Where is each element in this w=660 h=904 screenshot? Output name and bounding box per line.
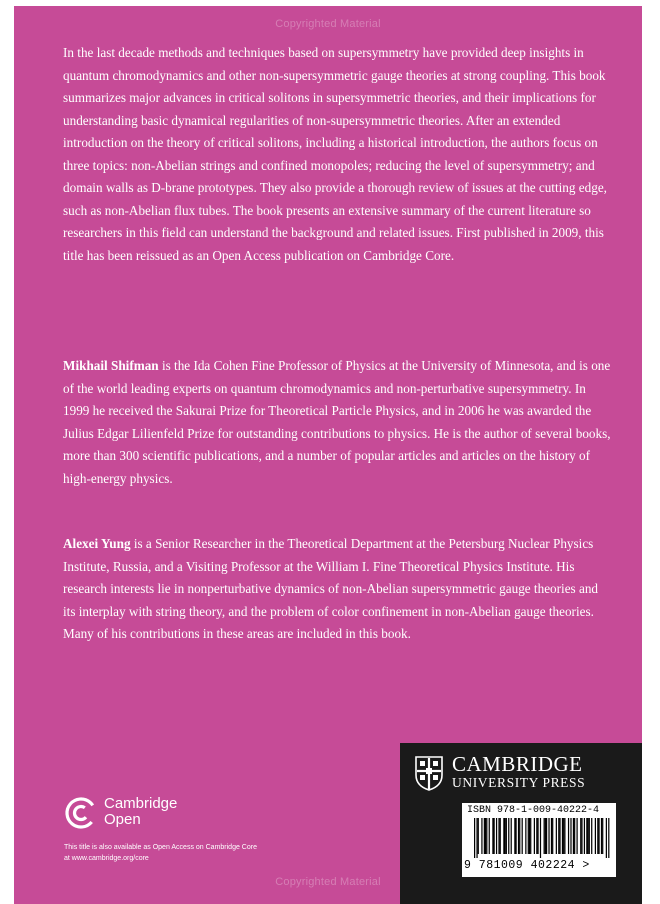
barcode-bar [492, 818, 493, 854]
barcode-bar [484, 818, 485, 854]
barcode-bar [597, 818, 598, 854]
cambridge-open-icon [64, 796, 98, 830]
author-name-shifman: Mikhail Shifman [63, 358, 159, 373]
barcode-bar [551, 818, 552, 854]
author-bio-yung [63, 533, 611, 646]
barcode-bar [584, 818, 585, 854]
barcode-bar [511, 818, 512, 854]
barcode-bar [474, 818, 475, 858]
barcode-bar [589, 818, 590, 854]
barcode-bar [534, 818, 535, 854]
back-cover [14, 6, 642, 904]
barcode-bar [494, 818, 495, 854]
barcode-bar [514, 818, 515, 854]
barcode-bar [536, 818, 537, 854]
barcode-bar [489, 818, 490, 854]
isbn-label: ISBN 978-1-009-40222-4 [467, 805, 600, 816]
barcode-bar [574, 818, 575, 854]
barcode-bar [529, 818, 530, 854]
author-bio-text: is a Senior Researcher in the Theoretical Department at the Petersburg Nuclear Physics Institute, Russia, and a Visiting Professor at the William I. Fine Theoretical Physics Institute. His research interests lie in nonperturbative dynamics of non-Abelian supersymmetric gauge theories and its interplay with string theory, and the problem of color confinement in non-Abelian gauge theories. Many of his contributions in these areas are included in this book. [63, 536, 599, 641]
watermark-bottom: Copyrighted Material [275, 876, 381, 888]
barcode-bar [595, 818, 596, 854]
barcode-bar [519, 818, 520, 854]
open-access-note: This title is also available as Open Access on Cambridge Core at www.cambridge.org/core [64, 844, 257, 862]
barcode-bar [568, 818, 569, 854]
isbn-barcode [462, 803, 616, 877]
barcode-bar [505, 818, 506, 854]
cambridge-crest-icon [414, 755, 444, 791]
barcode-bar [485, 818, 486, 854]
author-bio-text: is the Ida Cohen Fine Professor of Physics at the University of Minnesota, and is one of the world leading experts on quantum chromodynamics and non-perturbative supersymmetry. In 1999 he received the Sakurai Prize for Theoretical Particle Physics, and in 2006 he was awarded the Julius Edgar Lilienfeld Prize for outstanding contributions to physics. He is the author of several books, more than 300 scientific publications, and a number of popular articles and articles on the history of high-energy physics. [63, 358, 611, 486]
barcode-digits: 9 781009 402224 > [464, 859, 590, 872]
barcode-bar [476, 818, 477, 858]
barcode-bar [598, 818, 599, 854]
barcode-bar [570, 818, 571, 854]
barcode-bar [525, 818, 526, 854]
barcode-bar [522, 818, 523, 854]
barcode-bar [586, 818, 587, 854]
barcode-bar [528, 818, 529, 854]
barcode-bar [545, 818, 546, 854]
barcode-bar [506, 818, 507, 854]
barcode-bar [530, 818, 531, 854]
barcode-bar [478, 818, 479, 854]
author-bio-shifman [63, 355, 611, 490]
barcode-bar [508, 818, 509, 854]
barcode-bar [486, 818, 487, 854]
barcode-bar [563, 818, 564, 854]
barcode-bar [558, 818, 559, 854]
barcode-bar [481, 818, 482, 854]
barcode-bar [608, 818, 609, 858]
barcode-bar [548, 818, 549, 854]
barcode-bar [576, 818, 577, 854]
barcode-bar [556, 818, 557, 854]
book-description: In the last decade methods and techniques based on supersymmetry have provided deep insights in quantum chromodynamics and other non-supersymmetric gauge theories at strong coupling. This book summarizes major advances in critical solitons in supersymmetric theories, and their implications for understanding basic dynamical regularities of non-supersymmetric theories. After an extended introduction on the theory of critical solitons, including a historical introduction, the authors focus on three topics: non-Abelian strings and confined monopoles; reducing the level of supersymmetry; and domain walls as D-brane prototypes. They also provide a thorough review of issues at the cutting edge, such as non-Abelian flux tubes. The book presents an extensive summary of the current literature so researchers in this field can understand the background and related issues. First published in 2009, this title has been reissued as an Open Access publication on Cambridge Core. [63, 45, 607, 263]
barcode-bar [544, 818, 545, 854]
barcode-bar [515, 818, 516, 854]
barcode-bar [537, 818, 538, 854]
cambridge-open-line1: Cambridge [104, 795, 178, 812]
barcode-bar [518, 818, 519, 854]
barcode-bar [500, 818, 501, 854]
barcode-bar [602, 818, 603, 854]
barcode-bar [606, 818, 607, 858]
barcode-bar [503, 818, 504, 854]
publisher-name-line1: CAMBRIDGE [452, 752, 583, 776]
publisher-name-line2: UNIVERSITY PRESS [452, 775, 586, 790]
barcode-bar [580, 818, 581, 854]
barcode-bar [552, 818, 553, 854]
barcode-bar [559, 818, 560, 854]
author-name-yung: Alexei Yung [63, 536, 131, 551]
barcode-bar [591, 818, 592, 854]
barcode-bar [496, 818, 497, 854]
cambridge-open-wordmark [104, 796, 177, 828]
watermark-top: Copyrighted Material [275, 18, 381, 30]
publisher-name [452, 753, 585, 791]
barcode-bar [498, 818, 499, 854]
barcode-bar [587, 818, 588, 854]
barcode-bar [564, 818, 565, 854]
cambridge-open-line2: Open [104, 811, 141, 828]
barcode-bar [581, 818, 582, 854]
barcode-bar [562, 818, 563, 854]
barcode-bar [601, 818, 602, 854]
barcode-bars [466, 818, 612, 858]
barcode-bar [540, 818, 541, 858]
barcode-bar [546, 818, 547, 854]
barcode-bar [573, 818, 574, 854]
